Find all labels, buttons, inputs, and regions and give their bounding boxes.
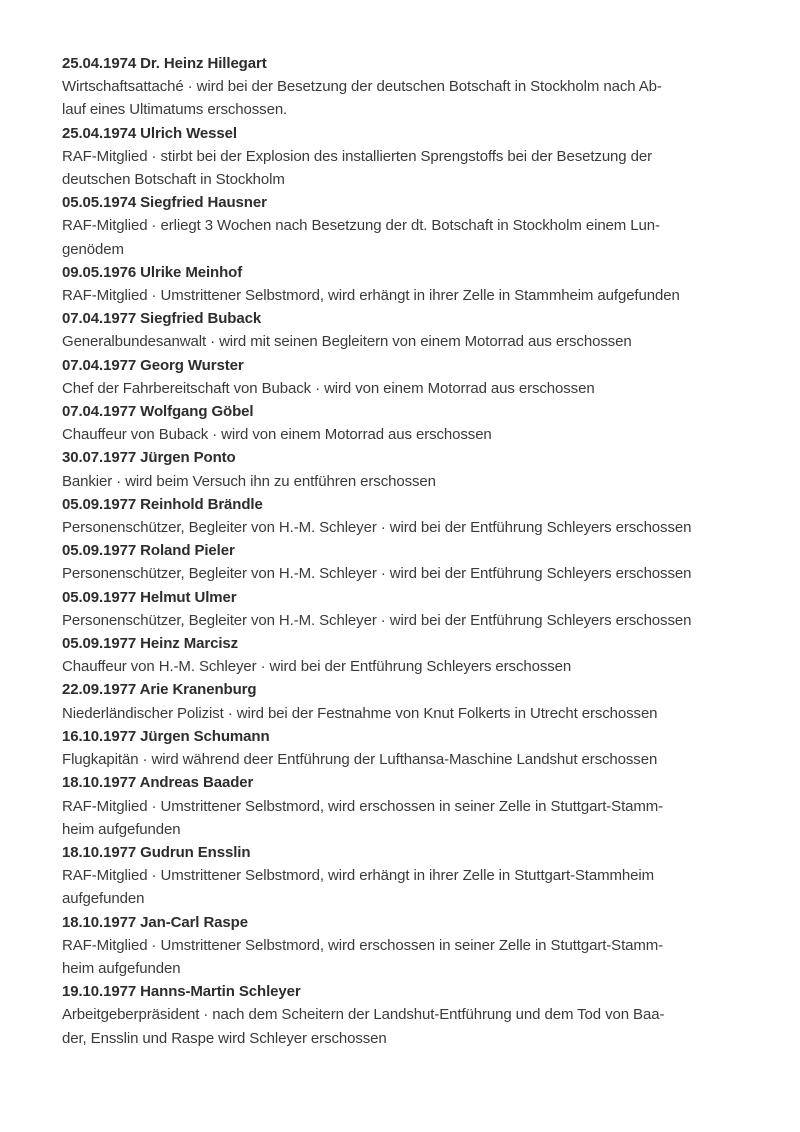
entry-name: Hanns-Martin Schleyer: [140, 983, 301, 1001]
entry-name: Siegfried Buback: [140, 310, 262, 328]
memorial-entry: [62, 632, 752, 678]
description-line: RAF-Mitglied · erliegt 3 Wochen nach Besetzung der dt. Botschaft in Stockholm einem Lun-: [62, 217, 660, 235]
entry-description: [62, 609, 752, 632]
memorial-entry: [62, 841, 752, 911]
entry-heading: [62, 586, 752, 609]
description-line: Personenschützer, Begleiter von H.-M. Schleyer · wird bei der Entführung Schleyers erschossen: [62, 611, 692, 629]
entry-date: 18.10.1977: [62, 913, 137, 931]
entry-name: Jürgen Schumann: [140, 727, 270, 745]
entry-description: [62, 423, 752, 446]
entry-description: [62, 1003, 752, 1049]
entry-name: Ulrike Meinhof: [140, 263, 243, 281]
description-line: Chauffeur von Buback · wird von einem Motorrad aus erschossen: [62, 426, 492, 444]
entry-name: Roland Pieler: [140, 542, 235, 560]
entry-date: 05.05.1974: [62, 194, 137, 212]
entry-date: 07.04.1977: [62, 310, 137, 328]
entry-name: Jürgen Ponto: [140, 449, 236, 467]
entry-name: Reinhold Brändle: [140, 495, 263, 513]
description-line: Niederländischer Polizist · wird bei der Festnahme von Knut Folkerts in Utrecht erschossen: [62, 704, 658, 722]
entry-date: 07.04.1977: [62, 403, 137, 421]
description-line: Personenschützer, Begleiter von H.-M. Schleyer · wird bei der Entführung Schleyers erschossen: [62, 565, 692, 583]
entry-description: [62, 795, 752, 841]
entry-heading: [62, 400, 752, 423]
memorial-entry: [62, 261, 752, 307]
entry-description: [62, 284, 752, 307]
memorial-entry: [62, 725, 752, 771]
entry-heading: [62, 725, 752, 748]
memorial-entry: [62, 980, 752, 1050]
memorial-entry: [62, 493, 752, 539]
entry-heading: [62, 841, 752, 864]
entry-date: 07.04.1977: [62, 356, 137, 374]
entry-date: 30.07.1977: [62, 449, 137, 467]
description-line: Chef der Fahrbereitschaft von Buback · wird von einem Motorrad aus erschossen: [62, 379, 595, 397]
entry-description: [62, 748, 752, 771]
entry-heading: [62, 493, 752, 516]
memorial-entry: [62, 191, 752, 261]
entry-description: [62, 702, 752, 725]
entry-name: Wolfgang Göbel: [140, 403, 254, 421]
entry-heading: [62, 980, 752, 1003]
entry-date: 18.10.1977: [62, 774, 137, 792]
description-line: Bankier · wird beim Versuch ihn zu entführen erschossen: [62, 472, 436, 490]
entry-heading: [62, 539, 752, 562]
description-line: Arbeitgeberpräsident · nach dem Scheitern der Landshut-Entführung und dem Tod von Baa-: [62, 1006, 665, 1024]
entry-heading: [62, 307, 752, 330]
description-line: RAF-Mitglied · stirbt bei der Explosion des installierten Sprengstoffs bei der Besetzung der: [62, 147, 652, 165]
description-line: heim aufgefunden: [62, 820, 181, 838]
description-line: RAF-Mitglied · Umstrittener Selbstmord, wird erschossen in seiner Zelle in Stuttgart-Stamm-: [62, 797, 664, 815]
memorial-entry: [62, 586, 752, 632]
entry-name: Dr. Heinz Hillegart: [140, 55, 267, 72]
entry-description: [62, 516, 752, 539]
memorial-entry: [62, 400, 752, 446]
description-line: aufgefunden: [62, 890, 145, 908]
entry-heading: [62, 261, 752, 284]
memorial-entry: [62, 678, 752, 724]
entry-date: 22.09.1977: [62, 681, 137, 699]
memorial-entry: [62, 307, 752, 353]
entry-heading: [62, 52, 752, 75]
entry-description: [62, 330, 752, 353]
entry-name: Ulrich Wessel: [140, 124, 237, 142]
description-line: RAF-Mitglied · Umstrittener Selbstmord, wird erschossen in seiner Zelle in Stuttgart-Stamm-: [62, 936, 664, 954]
entry-heading: [62, 678, 752, 701]
entry-date: 05.09.1977: [62, 495, 137, 513]
memorial-entry: [62, 122, 752, 192]
entry-name: Jan-Carl Raspe: [140, 913, 248, 931]
entry-date: 09.05.1976: [62, 263, 137, 281]
entry-date: 05.09.1977: [62, 635, 137, 653]
entry-date: 05.09.1977: [62, 542, 137, 560]
description-line: heim aufgefunden: [62, 959, 181, 977]
description-line: Generalbundesanwalt · wird mit seinen Begleitern von einem Motorrad aus erschossen: [62, 333, 632, 351]
entry-date: 19.10.1977: [62, 983, 137, 1001]
description-line: RAF-Mitglied · Umstrittener Selbstmord, wird erhängt in ihrer Zelle in Stammheim aufgefunden: [62, 287, 680, 305]
description-line: Chauffeur von H.-M. Schleyer · wird bei der Entführung Schleyers erschossen: [62, 658, 572, 676]
entry-description: [62, 470, 752, 493]
entry-name: Gudrun Ensslin: [140, 843, 251, 861]
entry-date: 05.09.1977: [62, 588, 137, 606]
memorial-entry: [62, 771, 752, 841]
description-line: der, Ensslin und Raspe wird Schleyer erschossen: [62, 1029, 387, 1047]
description-line: Flugkapitän · wird während deer Entführung der Lufthansa-Maschine Landshut erschossen: [62, 751, 658, 769]
entry-heading: [62, 446, 752, 469]
memorial-entry: [62, 354, 752, 400]
description-line: deutschen Botschaft in Stockholm: [62, 171, 285, 189]
memorial-list: [62, 52, 752, 1050]
entry-description: [62, 655, 752, 678]
memorial-entry: [62, 446, 752, 492]
entry-heading: [62, 122, 752, 145]
entry-name: Helmut Ulmer: [140, 588, 237, 606]
entry-description: [62, 377, 752, 400]
entry-name: Siegfried Hausner: [140, 194, 267, 212]
entry-name: Andreas Baader: [139, 774, 254, 792]
entry-description: [62, 934, 752, 980]
description-line: RAF-Mitglied · Umstrittener Selbstmord, wird erhängt in ihrer Zelle in Stuttgart-Stammheim: [62, 867, 655, 885]
memorial-entry: [62, 911, 752, 981]
entry-description: [62, 864, 752, 910]
entry-description: [62, 75, 752, 121]
entry-heading: [62, 191, 752, 214]
description-line: Personenschützer, Begleiter von H.-M. Schleyer · wird bei der Entführung Schleyers erschossen: [62, 519, 692, 537]
entry-heading: [62, 911, 752, 934]
description-line: Wirtschaftsattaché · wird bei der Besetzung der deutschen Botschaft in Stockholm nach Ab-: [62, 78, 662, 96]
entry-heading: [62, 771, 752, 794]
entry-description: [62, 562, 752, 585]
entry-name: Arie Kranenburg: [139, 681, 257, 699]
memorial-entry: [62, 539, 752, 585]
memorial-entry: [62, 52, 752, 122]
entry-date: 25.04.1974: [62, 55, 137, 72]
entry-description: [62, 214, 752, 260]
entry-name: Heinz Marcisz: [140, 635, 239, 653]
entry-date: 18.10.1977: [62, 843, 137, 861]
description-line: genödem: [62, 240, 124, 258]
entry-description: [62, 145, 752, 191]
entry-name: Georg Wurster: [140, 356, 244, 374]
entry-heading: [62, 354, 752, 377]
entry-heading: [62, 632, 752, 655]
entry-date: 16.10.1977: [62, 727, 137, 745]
entry-date: 25.04.1974: [62, 124, 137, 142]
description-line: lauf eines Ultimatums erschossen.: [62, 101, 288, 119]
